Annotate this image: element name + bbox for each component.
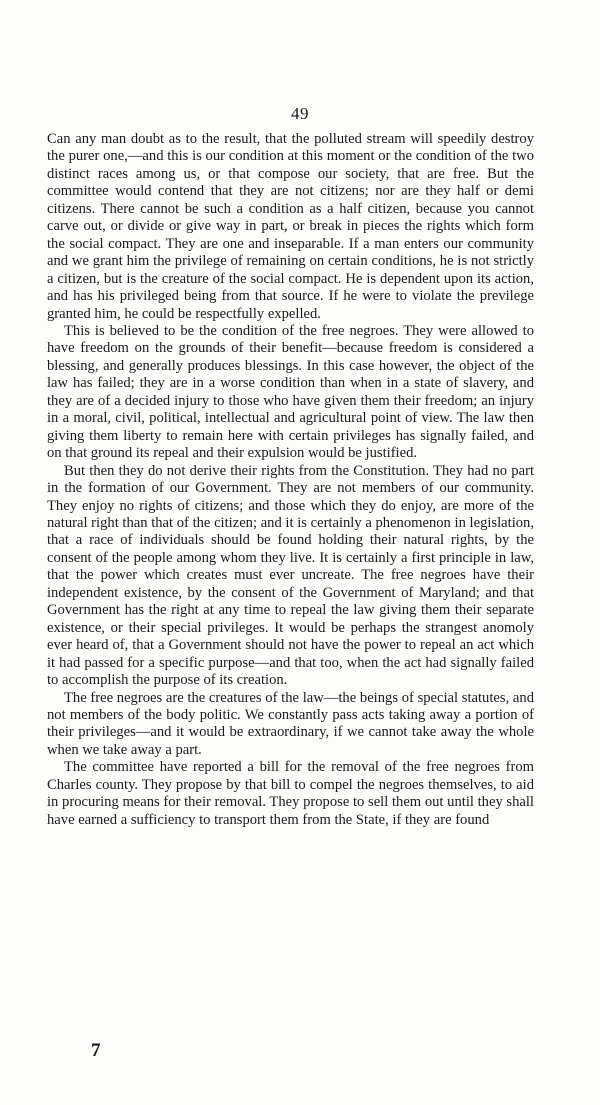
paragraph-4: The free negroes are the creatures of the law—the beings of special statutes, and not members of the body politic. We constantly pass acts taking away a portion of their privileges—and it would be extraordinary, if we cannot take away the whole when we take away a part. [47, 689, 534, 758]
paragraph-2: This is believed to be the condition of the free negroes. They were allowed to have freedom on the grounds of their benefit—because freedom is considered a blessing, and generally produces blessings. In this case however, the object of the law has failed; they are in a worse condition than when in a state of slavery, and they are of a decided injury to those who have given them their freedom; an injury in a moral, civil, political, intellectual and agricultural point of view. The law then giving them liberty to remain here with certain privileges has signally failed, and on that ground its repeal and their expulsion would be justified. [47, 322, 534, 462]
signature-mark: 7 [91, 1040, 101, 1061]
body-text [47, 131, 534, 829]
page-number: 49 [291, 104, 309, 123]
paragraph-5: The committee have reported a bill for the removal of the free negroes from Charles county. They propose by that bill to compel the negroes themselves, to aid in procuring means for their removal. They propose to sell them out until they shall have earned a sufficiency to transport them from the State, if they are found [47, 759, 534, 828]
paragraph-1: Can any man doubt as to the result, that the polluted stream will speedily destroy the purer one,—and this is our condition at this moment or the condition of the two distinct races among us, or that compose our society, that are free. But the committee would contend that they are not citizens; nor are they half or demi citizens. There cannot be such a condition as a half citizen, because you cannot carve out, or divide or give way in part, or break in pieces the rights which form the social compact. They are one and inseparable. If a man enters our community and we grant him the privilege of remaining on certain conditions, he is not strictly a citizen, but is the creature of the social compact. He is dependent upon its action, and has his privileged being from that source. If he were to violate the previlege granted him, he could be respectfully expelled. [47, 131, 534, 322]
paragraph-3: But then they do not derive their rights from the Constitution. They had no part in the formation of our Government. They are not members of our community. They enjoy no rights of citizens; and those which they do enjoy, are more of the natural right than that of the citizen; and it is certainly a phenomenon in legislation, that a race of individuals should be found holding their natural rights, by the consent of the people among whom they live. It is certainly a first principle in law, that the power which creates must ever uncreate. The free negroes have their independent existence, by the consent of the Government of Maryland; and that Government has the right at any time to repeal the law giving them their separate existence, or their special privileges. It would be perhaps the strangest anomoly ever heard of, that a Government should not have the power to repeal an act which it had passed for a specific purpose—and that too, when the act had signally failed to accomplish the purpose of its creation. [47, 462, 534, 689]
